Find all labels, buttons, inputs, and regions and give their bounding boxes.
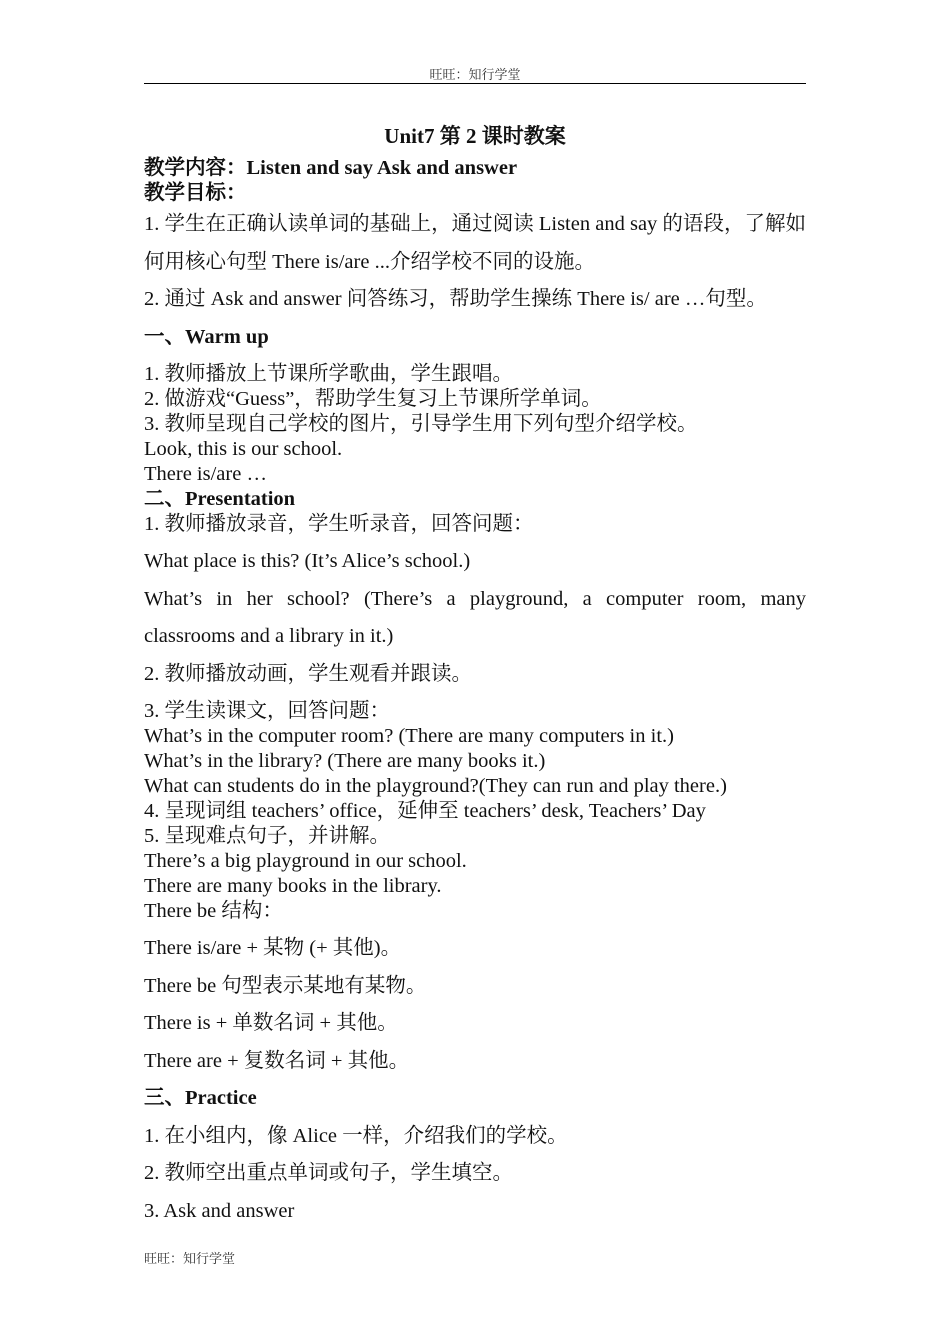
teaching-content-label: 教学内容：Listen and say Ask and answer [144, 157, 518, 179]
warmup-line-2: 2. 做游戏“Guess”，帮助学生复习上节课所学单词。 [144, 388, 602, 410]
document-body [144, 118, 806, 1230]
presentation-block-line-1: 3. 学生读课文，回答问题： [144, 700, 390, 722]
presentation-block-line-5: 4. 呈现词组 teachers’ office，延伸至 teachers’ desk, Teachers’ Day [144, 800, 706, 822]
presentation-heading: 二、Presentation [144, 488, 296, 510]
presentation-block-line-4: What can students do in the playground?(They can run and play there.) [144, 775, 727, 797]
presentation-block-line-8: There are many books in the library. [144, 875, 442, 897]
practice-line-1: 1. 在小组内，像 Alice 一样，介绍我们的学校。 [144, 1124, 568, 1147]
presentation-question-2: What’s in her school? (There’s a playground, a computer room, many classrooms and a library in it.) [144, 587, 806, 647]
warmup-heading: 一、Warm up [144, 325, 269, 348]
page-footer: 旺旺：知行学堂 [144, 1251, 236, 1266]
presentation-block-line-6: 5. 呈现难点句子，并讲解。 [144, 825, 390, 847]
rule-line-3: There is + 单数名词 + 其他。 [144, 1012, 398, 1034]
presentation-block-line-9: There be 结构： [144, 900, 283, 922]
goal-2: 2. 通过 Ask and answer 问答练习，帮助学生操练 There is/ are …句型。 [144, 288, 767, 310]
rule-line-1: There is/are + 某物 (+ 其他)。 [144, 937, 402, 959]
presentation-step-1: 1. 教师播放录音，学生听录音，回答问题： [144, 513, 534, 535]
practice-line-3: 3. Ask and answer [144, 1199, 295, 1222]
goal-1: 1. 学生在正确认读单词的基础上，通过阅读 Listen and say 的语段，了解如何用核心句型 There is/are ...介绍学校不同的设施。 [144, 213, 806, 273]
presentation-block-line-2: What’s in the computer room? (There are many computers in it.) [144, 725, 674, 747]
practice-heading: 三、Practice [144, 1087, 257, 1109]
header-rule [144, 83, 806, 84]
teaching-goal-label: 教学目标： [144, 182, 247, 204]
presentation-block-line-7: There’s a big playground in our school. [144, 850, 467, 872]
document-title: Unit7 第 2 课时教案 [384, 124, 566, 148]
warmup-line-4: Look, this is our school. [144, 438, 343, 460]
rule-line-2: There be 句型表示某地有某物。 [144, 974, 427, 997]
warmup-line-3: 3. 教师呈现自己学校的图片，引导学生用下列句型介绍学校。 [144, 413, 698, 435]
presentation-question-1: What place is this? (It’s Alice’s school.) [144, 550, 471, 572]
practice-line-2: 2. 教师空出重点单词或句子，学生填空。 [144, 1162, 513, 1184]
presentation-block-line-3: What’s in the library? (There are many books it.) [144, 750, 546, 772]
warmup-line-5: There is/are … [144, 463, 267, 485]
warmup-line-1: 1. 教师播放上节课所学歌曲，学生跟唱。 [144, 363, 513, 385]
presentation-step-2: 2. 教师播放动画，学生观看并跟读。 [144, 662, 472, 685]
page-header: 旺旺：知行学堂 [429, 67, 521, 82]
rule-line-4: There are + 复数名词 + 其他。 [144, 1049, 410, 1072]
